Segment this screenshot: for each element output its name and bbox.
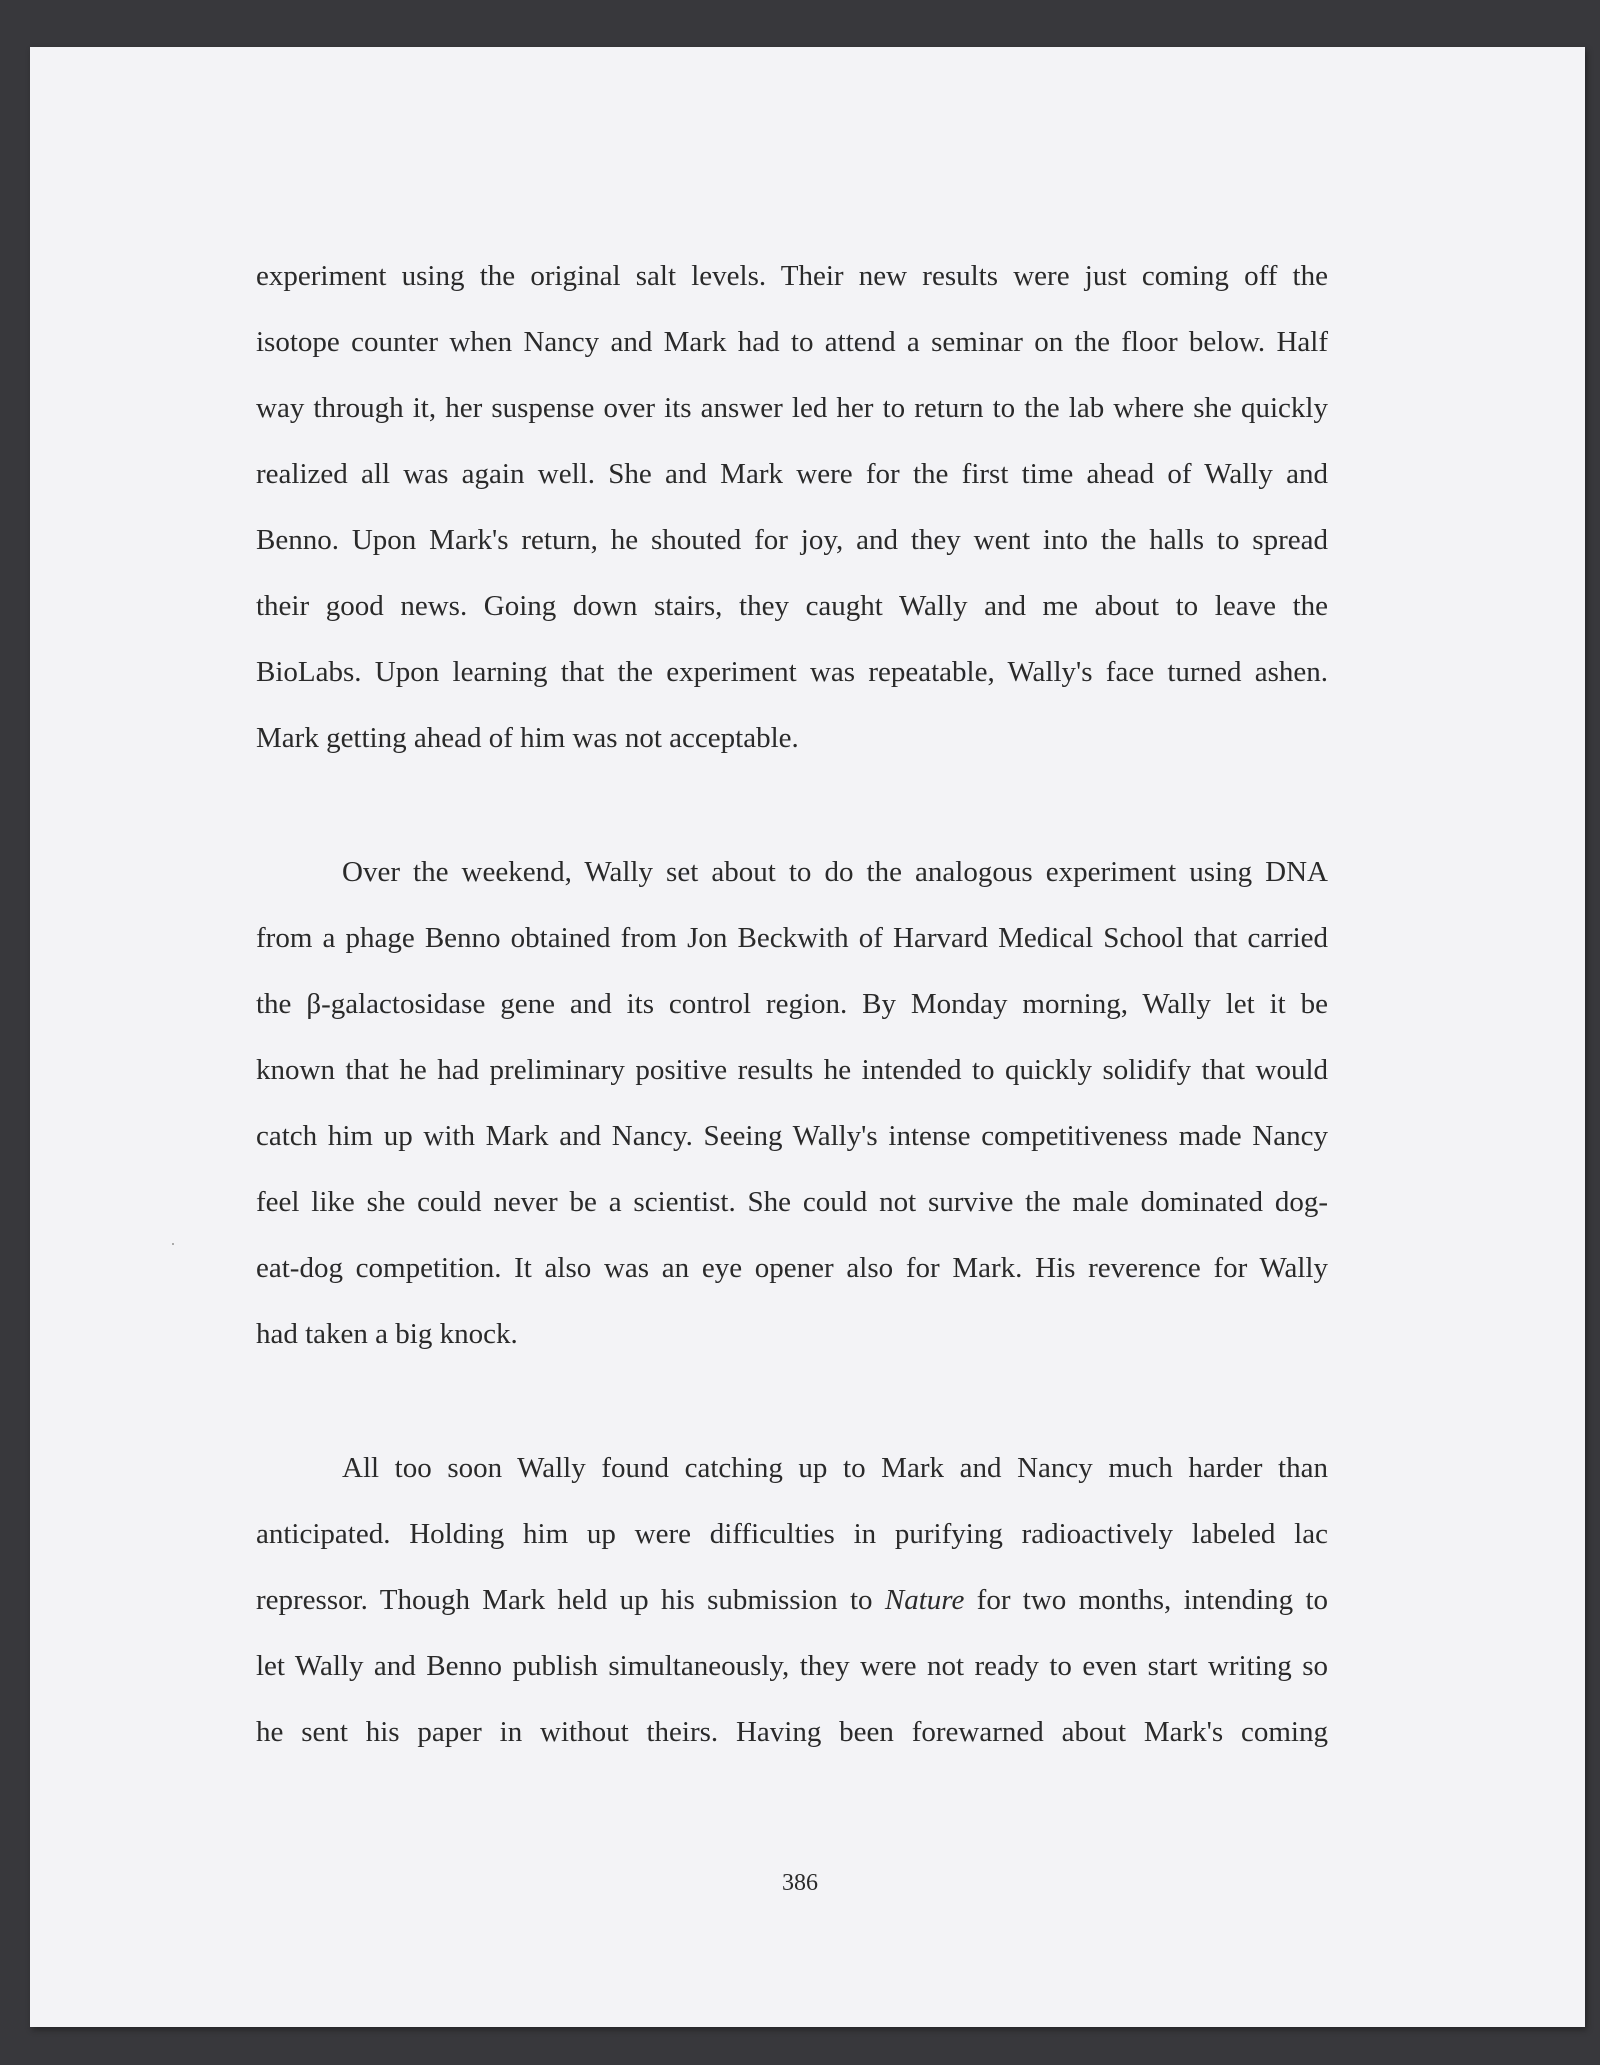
text-line: All too soon Wally found catching up to Mark and Nancy much harder than	[342, 1452, 1328, 1484]
text-line: their good news. Going down stairs, they caught Wally and me about to leave the	[256, 590, 1328, 622]
text-line: he sent his paper in without theirs. Having been forewarned about Mark's coming	[256, 1716, 1328, 1748]
text-line: had taken a big knock.	[256, 1318, 518, 1350]
text-line: BioLabs. Upon learning that the experiment was repeatable, Wally's face turned ashen.	[256, 656, 1328, 688]
text-line: eat-dog competition. It also was an eye opener also for Mark. His reverence for Wally	[256, 1252, 1328, 1284]
text-line: Benno. Upon Mark's return, he shouted for joy, and they went into the halls to spread	[256, 524, 1328, 556]
text-line: isotope counter when Nancy and Mark had to attend a seminar on the floor below. Half	[256, 326, 1328, 358]
scan-speck	[172, 1243, 174, 1245]
text-line: Over the weekend, Wally set about to do the analogous experiment using DNA	[342, 856, 1328, 888]
text-line: let Wally and Benno publish simultaneously, they were not ready to even start writing so	[256, 1650, 1328, 1682]
text-line: known that he had preliminary positive results he intended to quickly solidify that would	[256, 1054, 1328, 1086]
text-line: way through it, her suspense over its answer led her to return to the lab where she quickly	[256, 392, 1328, 424]
page-number: 386	[782, 1870, 818, 1896]
text-line: experiment using the original salt levels. Their new results were just coming off the	[256, 260, 1328, 292]
text-line: realized all was again well. She and Mark were for the first time ahead of Wally and	[256, 458, 1328, 490]
text-line: the β-galactosidase gene and its control region. By Monday morning, Wally let it be	[256, 988, 1328, 1020]
text-line: from a phage Benno obtained from Jon Beckwith of Harvard Medical School that carried	[256, 922, 1328, 954]
text-segment: for two months, intending to	[976, 1584, 1329, 1616]
text-line: catch him up with Mark and Nancy. Seeing Wally's intense competitiveness made Nancy	[256, 1120, 1328, 1152]
text-line: feel like she could never be a scientist. She could not survive the male dominated dog-	[256, 1186, 1328, 1218]
journal-title-italic: Nature	[884, 1584, 965, 1616]
text-line-with-italic	[256, 1580, 1328, 1620]
text-line: anticipated. Holding him up were difficulties in purifying radioactively labeled lac	[256, 1518, 1328, 1550]
text-segment: repressor. Though Mark held up his submission to	[256, 1584, 873, 1616]
text-line: Mark getting ahead of him was not acceptable.	[256, 722, 799, 754]
